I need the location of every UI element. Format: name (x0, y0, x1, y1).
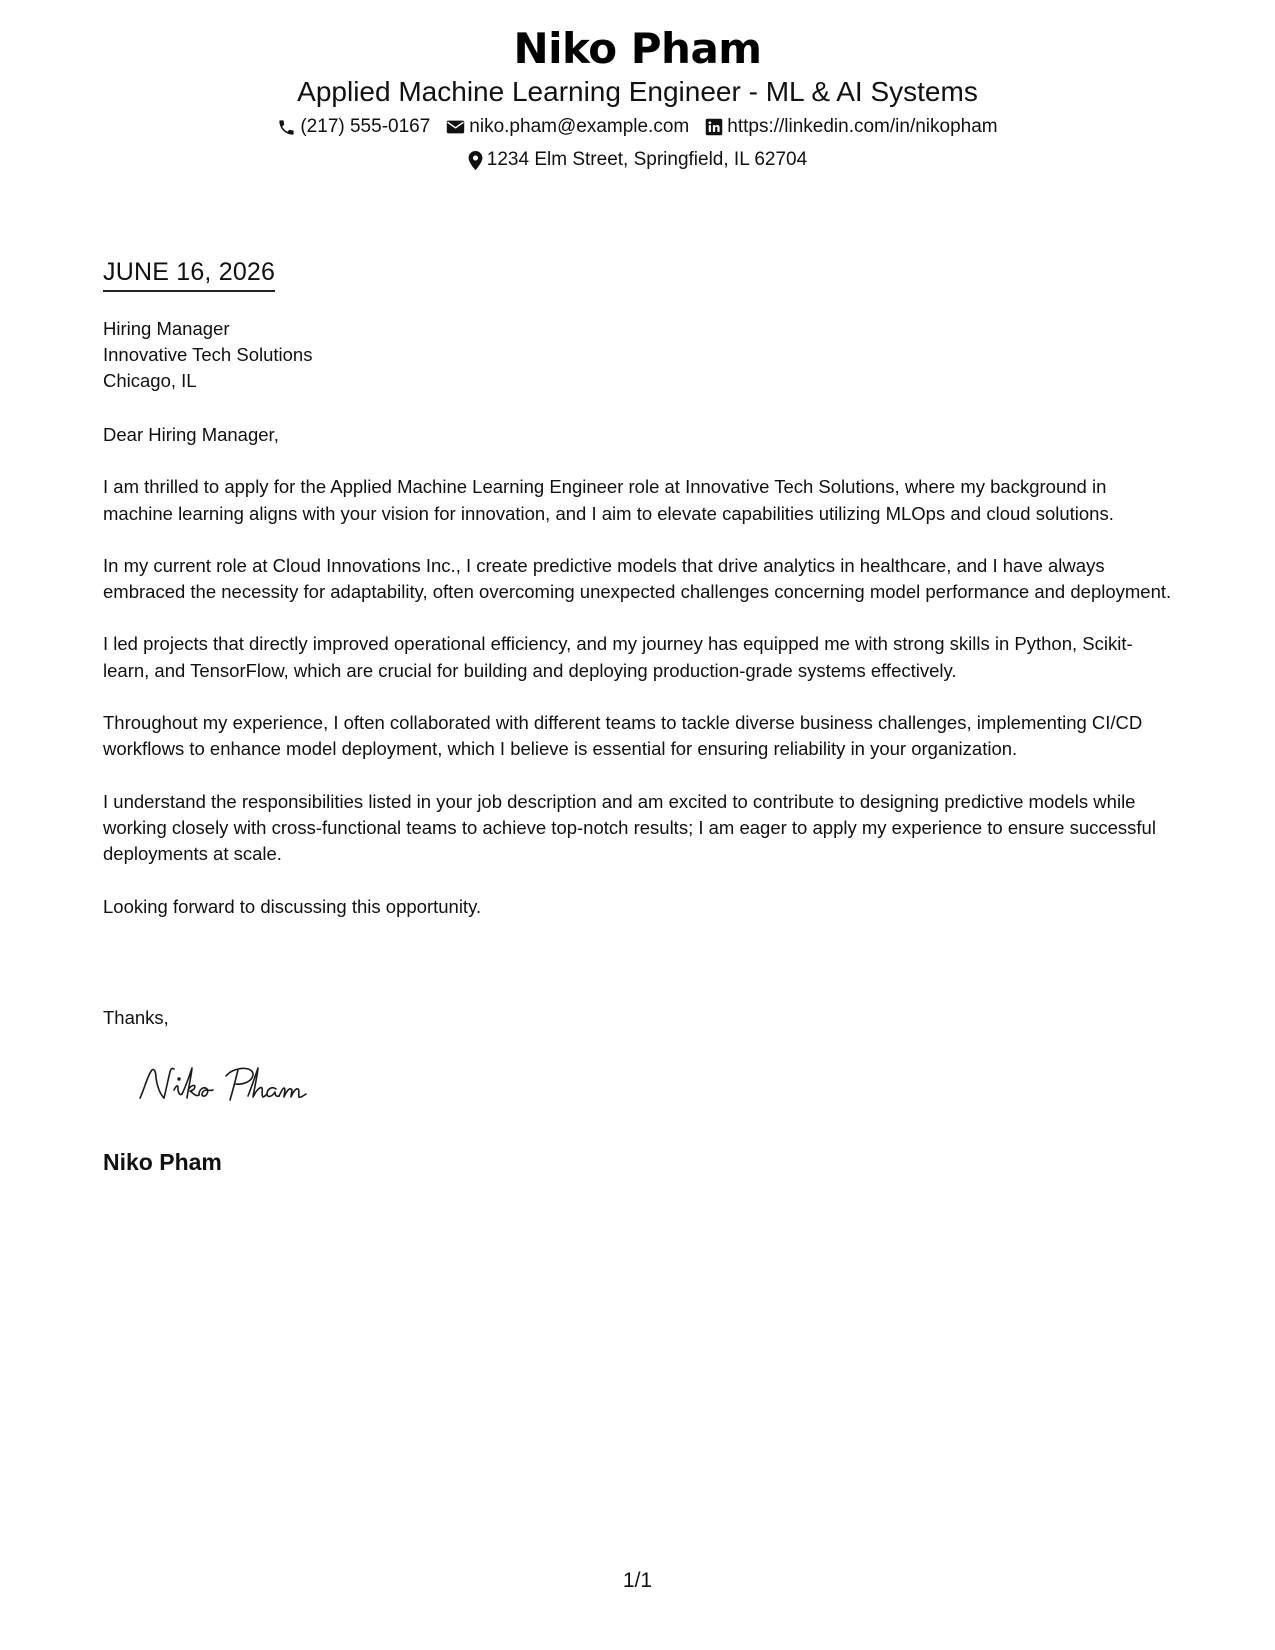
envelope-icon (446, 119, 465, 135)
applicant-title: Applied Machine Learning Engineer - ML & AI Systems (297, 76, 978, 107)
body-paragraph-5: I understand the responsibilities listed in your job description and am excited to contribute to designing predictive models while working closely with cross-functional teams to achieve top-notch results; I am eager to apply my experience to ensure successful deployments at scale. (103, 790, 1156, 865)
salutation: Dear Hiring Manager, (103, 424, 279, 445)
closing-line: Thanks, (103, 1007, 169, 1028)
address-text: 1234 Elm Street, Springfield, IL 62704 (486, 149, 808, 170)
recipient-location: Chicago, IL (103, 370, 197, 391)
letter-body (103, 422, 1178, 946)
signer-name: Niko Pham (103, 1149, 222, 1175)
applicant-name: Niko Pham (513, 24, 762, 73)
contact-phone (277, 115, 430, 139)
recipient-name: Hiring Manager (103, 318, 230, 339)
handwritten-signature (136, 1060, 336, 1110)
email-address[interactable]: niko.pham@example.com (469, 116, 690, 137)
contact-linkedin (705, 115, 997, 139)
contact-row (0, 115, 1275, 139)
contact-email (446, 115, 689, 139)
body-paragraph-1: I am thrilled to apply for the Applied Machine Learning Engineer role at Innovative Tech Solutions, where my background in machine learning aligns with your vision for innovation, and I aim to elevate capabilities utilizing MLOps and cloud solutions. (103, 476, 1114, 524)
contact-address (468, 148, 807, 172)
recipient-block (103, 316, 312, 394)
phone-number: (217) 555-0167 (300, 116, 431, 137)
letter-header (0, 22, 1275, 172)
page-number: 1/1 (622, 1569, 653, 1592)
linkedin-icon (705, 118, 723, 136)
phone-icon (277, 118, 296, 137)
letter-date: JUNE 16, 2026 (103, 256, 275, 292)
address-row (0, 148, 1275, 172)
body-paragraph-6: Looking forward to discussing this opportunity. (103, 895, 482, 917)
recipient-company: Innovative Tech Solutions (103, 344, 313, 365)
signature-drawing (136, 1060, 336, 1110)
letter-date-block (103, 256, 275, 292)
body-paragraph-4: Throughout my experience, I often collaborated with different teams to tackle diverse business challenges, implementing CI/CD workflows to enhance model deployment, which I believe is essential for ensuring reliability in your organization. (103, 712, 1143, 760)
body-paragraph-3: I led projects that directly improved operational efficiency, and my journey has equipped me with strong skills in Python, Scikit-learn, and TensorFlow, which are crucial for building and deploying production-grade systems effectively. (103, 633, 1133, 681)
map-pin-icon (468, 151, 483, 170)
body-paragraph-2: In my current role at Cloud Innovations Inc., I create predictive models that drive analytics in healthcare, and I have always embraced the necessity for adaptability, often overcoming unexpected challenges concerning model performance and deployment. (103, 554, 1172, 603)
linkedin-url[interactable]: https://linkedin.com/in/nikopham (727, 116, 998, 137)
